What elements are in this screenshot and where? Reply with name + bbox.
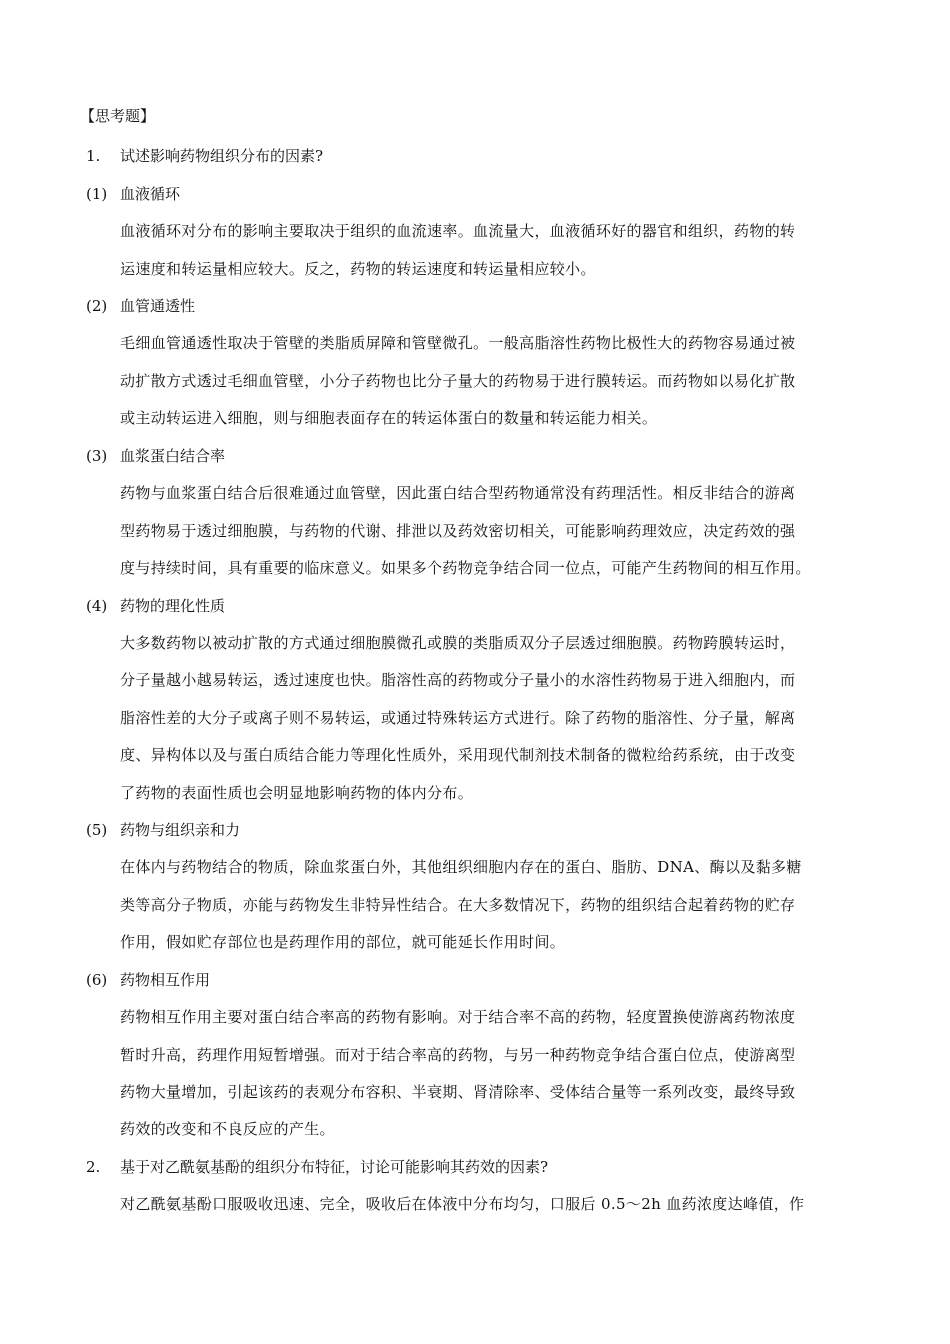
paragraph-line: 在体内与药物结合的物质，除血浆蛋白外，其他组织细胞内存在的蛋白、脂肪、DNA、酶以及黏多糖 <box>120 858 802 876</box>
paragraph-line: 类等高分子物质，亦能与药物发生非特异性结合。在大多数情况下，药物的组织结合起着药物的贮存 <box>120 896 796 914</box>
item-number: (1) <box>86 185 108 203</box>
paragraph-line: 度与持续时间，具有重要的临床意义。如果多个药物竞争结合同一位点，可能产生药物间的相互作用。 <box>120 559 811 577</box>
paragraph-line: 动扩散方式透过毛细血管壁，小分子药物也比分子量大的药物易于进行膜转运。而药物如以易化扩散 <box>120 372 796 390</box>
paragraph-line: 药物相互作用主要对蛋白结合率高的药物有影响。对于结合率不高的药物，轻度置换使游离药物浓度 <box>120 1008 796 1026</box>
paragraph-line: 药效的改变和不良反应的产生。 <box>120 1120 335 1138</box>
item-title: 血液循环 <box>120 185 181 203</box>
item-number: (2) <box>86 297 108 315</box>
item-title: 药物的理化性质 <box>120 597 226 615</box>
item-number: (5) <box>86 821 108 839</box>
paragraph-line: 或主动转运进入细胞，则与细胞表面存在的转运体蛋白的数量和转运能力相关。 <box>120 409 658 427</box>
paragraph-line: 型药物易于透过细胞膜，与药物的代谢、排泄以及药效密切相关，可能影响药理效应，决定药效的强 <box>120 522 796 540</box>
question-text: 试述影响药物组织分布的因素? <box>120 147 324 165</box>
paragraph-line: 毛细血管通透性取决于管壁的类脂质屏障和管壁微孔。一般高脂溶性药物比极性大的药物容易通过被 <box>120 334 796 352</box>
paragraph-line: 血液循环对分布的影响主要取决于组织的血流速率。血流量大，血液循环好的器官和组织，药物的转 <box>120 222 796 240</box>
section-title: 【思考题】 <box>80 107 156 125</box>
paragraph-line: 运速度和转运量相应较大。反之，药物的转运速度和转运量相应较小。 <box>120 260 596 278</box>
item-number: (3) <box>86 447 108 465</box>
paragraph-line: 暂时升高，药理作用短暂增强。而对于结合率高的药物，与另一种药物竞争结合蛋白位点，使游离型 <box>120 1046 796 1064</box>
question-number: 2. <box>86 1158 101 1176</box>
item-number: (6) <box>86 971 108 989</box>
paragraph-line: 度、异构体以及与蛋白质结合能力等理化性质外，采用现代制剂技术制备的微粒给药系统，由于改变 <box>120 746 796 764</box>
item-title: 血管通透性 <box>120 297 196 315</box>
question-number: 1. <box>86 147 101 165</box>
paragraph-line: 对乙酰氨基酚口服吸收迅速、完全，吸收后在体液中分布均匀，口服后 0.5～2h 血药浓度达峰值，作 <box>120 1195 805 1213</box>
paragraph-line: 脂溶性差的大分子或离子则不易转运，或通过特殊转运方式进行。除了药物的脂溶性、分子量，解离 <box>120 709 796 727</box>
paragraph-line: 大多数药物以被动扩散的方式通过细胞膜微孔或膜的类脂质双分子层透过细胞膜。药物跨膜转运时， <box>120 634 796 652</box>
item-title: 血浆蛋白结合率 <box>120 447 226 465</box>
question-text: 基于对乙酰氨基酚的组织分布特征，讨论可能影响其药效的因素? <box>120 1158 549 1176</box>
item-title: 药物相互作用 <box>120 971 211 989</box>
paragraph-line: 了药物的表面性质也会明显地影响药物的体内分布。 <box>120 784 474 802</box>
paragraph-line: 分子量越小越易转运，透过速度也快。脂溶性高的药物或分子量小的水溶性药物易于进入细胞内，而 <box>120 671 796 689</box>
paragraph-line: 药物大量增加，引起该药的表观分布容积、半衰期、肾清除率、受体结合量等一系列改变，最终导致 <box>120 1083 796 1101</box>
paragraph-line: 药物与血浆蛋白结合后很难通过血管壁，因此蛋白结合型药物通常没有药理活性。相反非结合的游离 <box>120 484 796 502</box>
paragraph-line: 作用，假如贮存部位也是药理作用的部位，就可能延长作用时间。 <box>120 933 566 951</box>
item-title: 药物与组织亲和力 <box>120 821 241 839</box>
item-number: (4) <box>86 597 108 615</box>
